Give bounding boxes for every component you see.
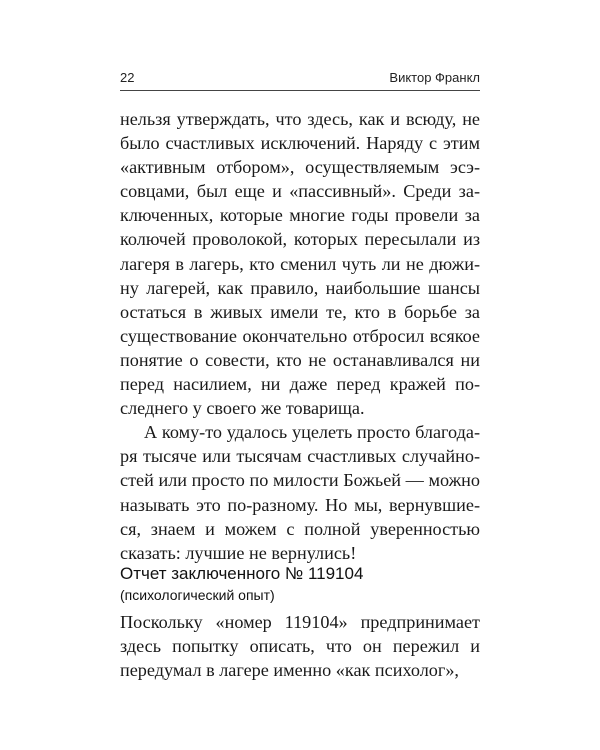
page-number: 22 <box>120 70 135 85</box>
section-subheading: (психологический опыт) <box>120 587 275 603</box>
section-paragraph: Поскольку «номер 119104» предпринимает здесь попытку описать, что он пережил и передумал в лагере именно «как психолог», <box>120 612 480 681</box>
header-rule <box>120 90 480 91</box>
running-header <box>120 70 480 90</box>
paragraph: А кому-то удалось уцелеть просто благодаря тысяче или тысячам счастливых случайностей или просто по милости Божьей — можно называть это по-разному. Но мы, вернувшиеся, знаем и можем с полной уверенностью сказать: лучшие не вернулись! <box>120 422 480 563</box>
paragraph-continued: нельзя утверждать, что здесь, как и всюду, не было счастливых исключений. Наряду с этим «активным отбором», осуществляемым эсэсовцами, был еще и «пассивный». Среди заключенных, которые многие годы провели за колючей проволокой, которых пересылали из лагеря в лагерь, кто сменил чуть ли не дюжину лагерей, как правило, наибольшие шансы остаться в живых имели те, кто в борьбе за существование окончательно отбросил всякое понятие о совести, кто не останавливался ни перед насилием, ни даже перед кражей последнего у своего же товарища. <box>120 109 480 419</box>
section-heading: Отчет заключенного № 119104 <box>120 564 364 583</box>
running-head-author: Виктор Франкл <box>389 70 480 85</box>
main-text <box>120 107 480 565</box>
section-text <box>120 610 480 682</box>
